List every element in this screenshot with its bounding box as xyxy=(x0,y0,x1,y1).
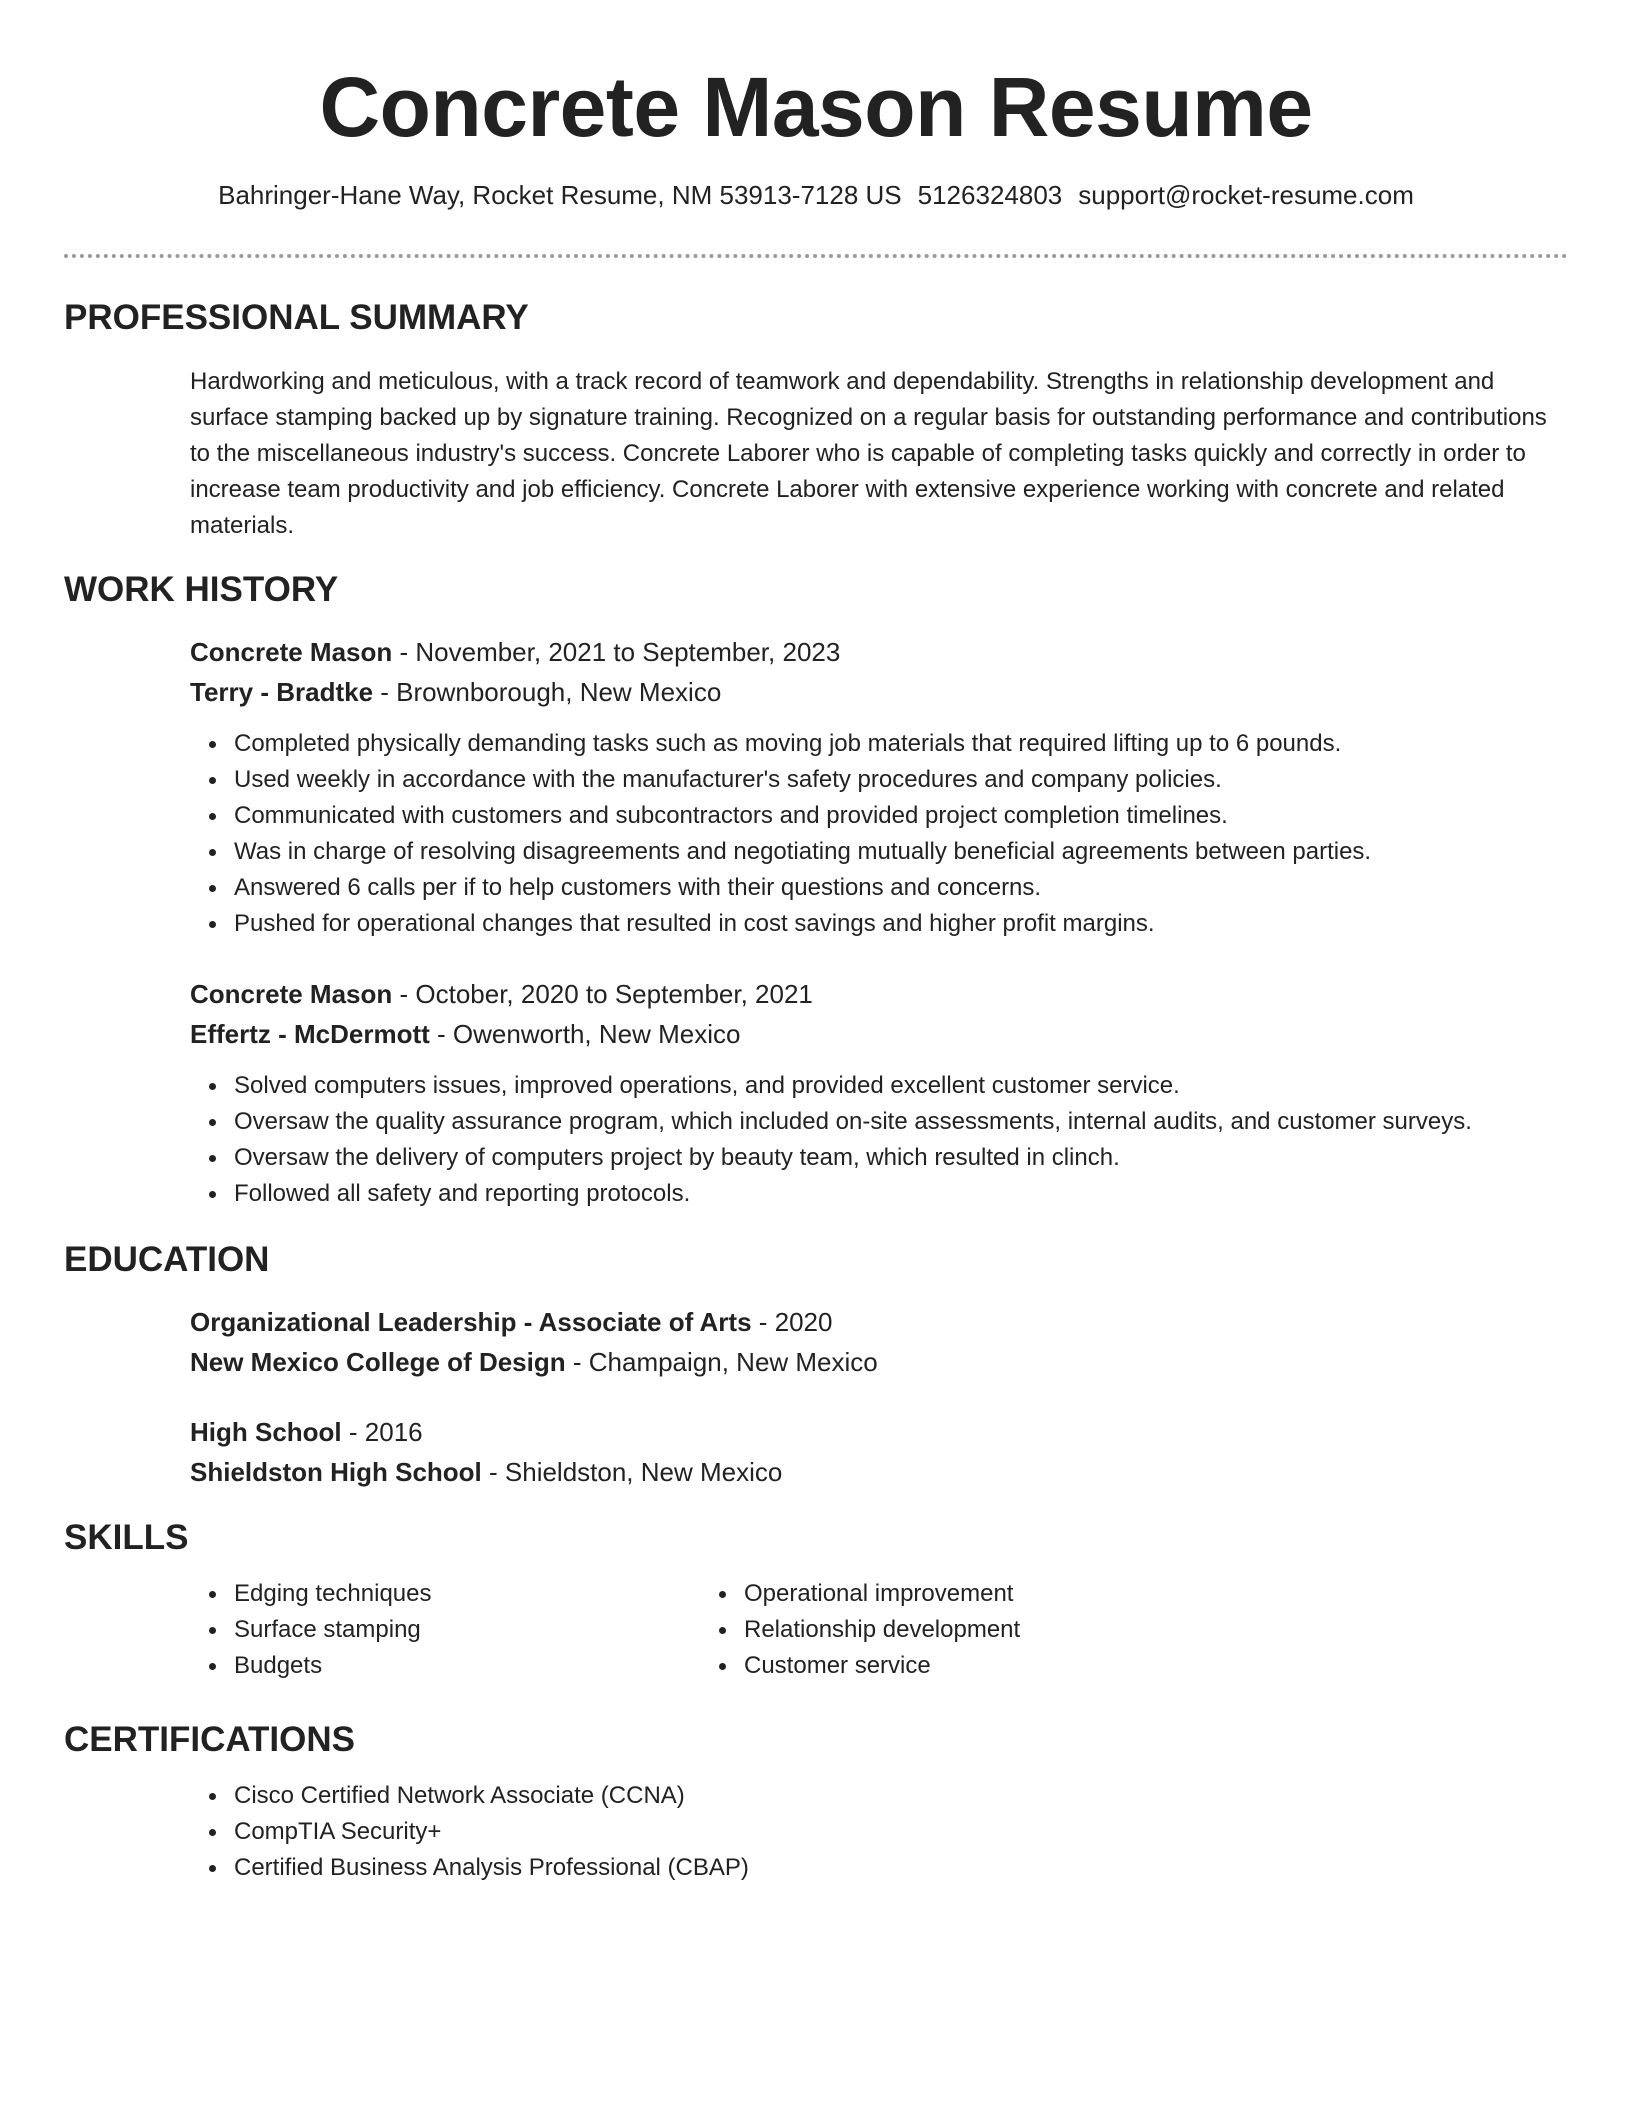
skills-list-right xyxy=(744,1576,1568,1684)
education-school: New Mexico College of Design xyxy=(190,1347,566,1377)
contact-phone: 5126324803 xyxy=(917,180,1063,210)
skills-heading: SKILLS xyxy=(64,1518,189,1557)
summary-heading: PROFESSIONAL SUMMARY xyxy=(64,298,529,337)
job-company-line xyxy=(190,672,1568,712)
education-section xyxy=(64,1238,1568,1492)
skills-list-left xyxy=(64,1576,744,1684)
skill-item: Relationship development xyxy=(744,1612,1568,1648)
education-degree: Organizational Leadership - Associate of Arts xyxy=(190,1307,752,1337)
job-role: Concrete Mason xyxy=(190,637,393,667)
job-bullet: Answered 6 calls per if to help customers with their questions and concerns. xyxy=(234,870,1568,906)
education-degree-line xyxy=(190,1302,1568,1342)
job-bullet: Communicated with customers and subcontractors and provided project completion timelines. xyxy=(234,798,1568,834)
education-school: Shieldston High School xyxy=(190,1457,482,1487)
skill-item: Edging techniques xyxy=(234,1576,744,1612)
education-heading: EDUCATION xyxy=(64,1240,270,1279)
job-bullet: Followed all safety and reporting protocols. xyxy=(234,1176,1568,1212)
job-role: Concrete Mason xyxy=(190,979,393,1009)
job-bullet: Pushed for operational changes that resulted in cost savings and higher profit margins. xyxy=(234,906,1568,942)
job-company: Terry - Bradtke xyxy=(190,677,374,707)
job-title-line xyxy=(190,974,1568,1014)
skill-item: Budgets xyxy=(234,1648,744,1684)
job-title-line xyxy=(190,632,1568,672)
work-history-section xyxy=(64,568,1568,1212)
certifications-heading: CERTIFICATIONS xyxy=(64,1720,356,1759)
resume-title: Concrete Mason Resume xyxy=(319,60,1313,154)
certifications-list xyxy=(64,1778,1568,1886)
education-location: - Shieldston, New Mexico xyxy=(481,1457,783,1487)
job-bullet: Used weekly in accordance with the manufacturer's safety procedures and company policies. xyxy=(234,762,1568,798)
education-year: - 2016 xyxy=(341,1417,423,1447)
job-bullet: Completed physically demanding tasks such as moving job materials that required lifting up to 6 pounds. xyxy=(234,726,1568,762)
job-dates: - October, 2020 to September, 2021 xyxy=(392,979,813,1009)
skill-item: Operational improvement xyxy=(744,1576,1568,1612)
job-bullets xyxy=(64,726,1568,942)
skill-item: Surface stamping xyxy=(234,1612,744,1648)
summary-section xyxy=(64,296,1568,544)
job-bullet: Solved computers issues, improved operations, and provided excellent customer service. xyxy=(234,1068,1568,1104)
job-entry xyxy=(64,974,1568,1212)
job-location: - Brownborough, New Mexico xyxy=(373,677,722,707)
contact-email: support@rocket-resume.com xyxy=(1078,180,1414,210)
education-entry xyxy=(64,1412,1568,1492)
education-entry xyxy=(64,1302,1568,1382)
job-company-line xyxy=(190,1014,1568,1054)
certifications-section xyxy=(64,1718,1568,1886)
skill-item: Customer service xyxy=(744,1648,1568,1684)
skills-grid xyxy=(64,1576,1568,1684)
contact-address: Bahringer-Hane Way, Rocket Resume, NM 53913-7128 US xyxy=(218,180,902,210)
job-bullet: Oversaw the quality assurance program, which included on-site assessments, internal audits, and customer surveys. xyxy=(234,1104,1568,1140)
education-school-line xyxy=(190,1342,1568,1382)
certification-item: CompTIA Security+ xyxy=(234,1814,1568,1850)
job-location: - Owenworth, New Mexico xyxy=(429,1019,741,1049)
education-school-line xyxy=(190,1452,1568,1492)
work-history-heading: WORK HISTORY xyxy=(64,570,339,609)
job-dates: - November, 2021 to September, 2023 xyxy=(392,637,841,667)
job-bullet: Was in charge of resolving disagreements and negotiating mutually beneficial agreements between parties. xyxy=(234,834,1568,870)
education-year: - 2020 xyxy=(751,1307,833,1337)
certification-item: Cisco Certified Network Associate (CCNA) xyxy=(234,1778,1568,1814)
education-degree: High School xyxy=(190,1417,342,1447)
contact-line xyxy=(64,178,1568,212)
skills-section xyxy=(64,1516,1568,1684)
summary-text: Hardworking and meticulous, with a track record of teamwork and dependability. Strengths in relationship development and surface stamping backed up by signature training. Recognized on a regular basis for outstanding performance and contributions to the miscellaneous industry's success. Concrete Laborer who is capable of completing tasks quickly and correctly in order to increase team productivity and job efficiency. Concrete Laborer with extensive experience working with concrete and related materials. xyxy=(190,368,1547,539)
header-divider xyxy=(64,254,1568,258)
job-entry xyxy=(64,632,1568,942)
certification-item: Certified Business Analysis Professional (CBAP) xyxy=(234,1850,1568,1886)
job-bullets xyxy=(64,1068,1568,1212)
job-bullet: Oversaw the delivery of computers project by beauty team, which resulted in clinch. xyxy=(234,1140,1568,1176)
education-location: - Champaign, New Mexico xyxy=(565,1347,878,1377)
job-company: Effertz - McDermott xyxy=(190,1019,430,1049)
education-degree-line xyxy=(190,1412,1568,1452)
